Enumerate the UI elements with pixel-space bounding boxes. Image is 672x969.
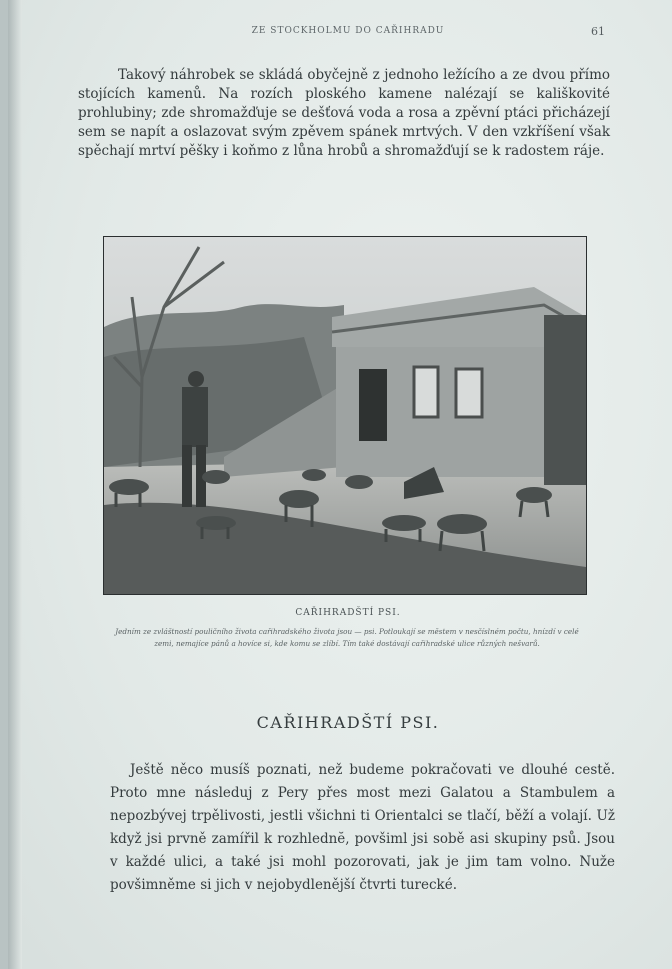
paragraph-gravestone: Takový náhrobek se skládá obyčejně z jednoho ležícího a ze dvou přímo stojících kamenů. Na rozích ploského kamene nalézají se kališkovité prohlubiny; zde shromažďuje se dešťová voda a rosa a zpěvní ptáci přicházejí sem se napít a oslazovat svým zpěvem spánek mrtvých. V den vzkříšení však spěchají mrtví pěšky i koňmo z lůna hrobů a shromažďují se k radostem ráje. [78,67,610,159]
book-page [8,0,672,969]
photograph-street-dogs [103,236,587,595]
figure-caption-text: Jedním ze zvláštností pouličního života cařihradského života jsou — psi. Potloukají se městem v nesčíslném počtu, hnízdí v celé zemi, nemajíce pánů a hovíce si, kde komu se zlíbí. Tím také dostávají cařihradské ulice různých nešvarů. [115,627,579,648]
page-gutter-shadow [8,0,22,969]
photograph-illustration [104,237,586,594]
figure-caption-title: CAŘIHRADŠTÍ PSI. [295,608,401,618]
page-number: 61 [591,25,605,38]
section-heading: CAŘIHRADŠTÍ PSI. [256,713,440,732]
running-header: ZE STOCKHOLMU DO CAŘIHRADU [251,26,445,36]
paragraph-dogs: Ještě něco musíš poznati, než budeme pokračovati ve dlouhé cestě. Proto mne následuj z Pery přes most mezi Galatou a Stambulem a nepozbývej trpělivosti, jestli všichni ti Orientalci se tlačí, běží a volají. Už když jsi prvně zamířil k rozhlednĕ, povšiml jsi sobě asi skupiny psů. Jsou v každé ulici, a také jsi mohl pozorovati, jak je jim tam volno. Nuže povšimněme si jich v nejobydlenější čtvrti turecké. [110,762,615,893]
